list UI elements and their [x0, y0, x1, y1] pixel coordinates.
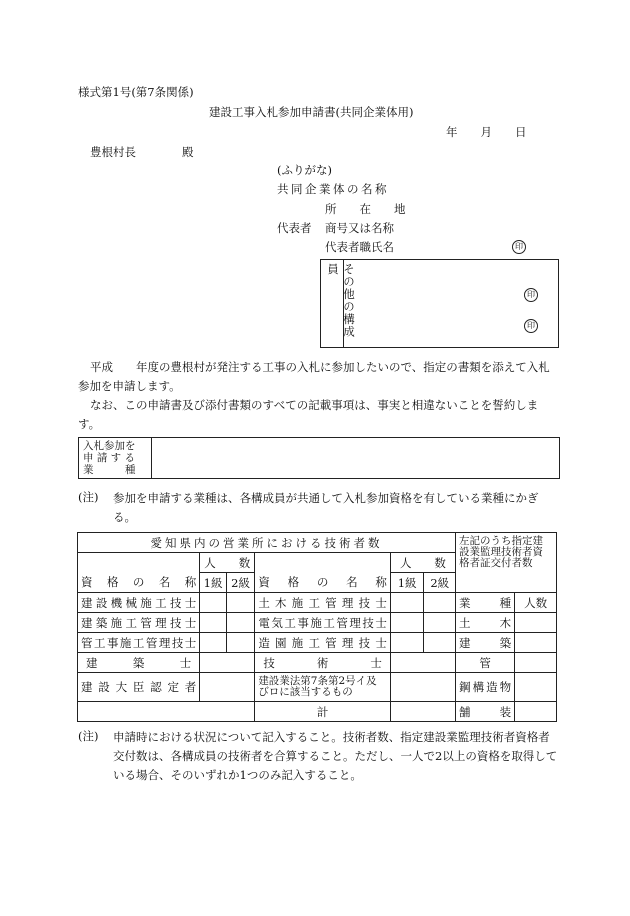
qual-name: 土木施工管理技士 [255, 593, 391, 613]
count-header: 人 数 [390, 553, 455, 573]
seal-mark: 印 [512, 240, 526, 254]
side-count-cell[interactable] [515, 633, 557, 653]
furigana-label: (ふりがな) [277, 163, 332, 177]
industry-name: 鋼構造物 [456, 673, 515, 702]
side-count-cell[interactable] [515, 653, 557, 673]
qual-name: 建設大臣認定者 [78, 673, 200, 702]
count-cell[interactable] [424, 593, 456, 613]
industry-label-line3: 業 種 [83, 464, 136, 476]
side-col-header: 人数 [515, 593, 557, 613]
seal-mark: 印 [524, 288, 538, 302]
industry-input[interactable] [152, 438, 559, 478]
count-cell[interactable] [424, 613, 456, 633]
jv-name-label: 共同企業体の名称 [277, 182, 389, 196]
qual-header-spacer [78, 553, 200, 573]
qual-name: 電気工事施工管理技士 [255, 613, 391, 633]
count-cell[interactable] [200, 633, 226, 653]
count-header: 人 数 [200, 553, 255, 573]
count-cell[interactable] [226, 633, 255, 653]
count-cell[interactable] [200, 653, 255, 673]
location-label: 所 在 地 [325, 202, 406, 216]
industry-label-line2: 申 請 す る [83, 452, 136, 464]
document-title: 建設工事入札参加申請書(共同企業体用) [209, 105, 414, 119]
count-cell[interactable] [424, 633, 456, 653]
qual-name: 技術士 [255, 653, 391, 673]
qual-header-spacer [255, 553, 391, 573]
count-cell[interactable] [200, 613, 226, 633]
count-cell[interactable] [226, 613, 255, 633]
industry-name: 建 築 [456, 633, 515, 653]
qual-name: 造園施工管理技士 [255, 633, 391, 653]
pledge-paragraph: なお、この申請書及び添付書類のすべての記載事項は、事実と相違ないことを誓約します。 [78, 398, 539, 431]
date-line: 年 月 日 [446, 125, 527, 139]
representative-label: 代表者 [277, 221, 312, 235]
rep-company-label: 商号又は名称 [325, 221, 394, 235]
qual-header: 資格の名称 [78, 573, 200, 593]
count-cell[interactable] [200, 673, 255, 702]
count-cell[interactable] [390, 613, 424, 633]
grade1-header: 1級 [200, 573, 226, 593]
total-cell[interactable] [390, 702, 455, 722]
technician-table [77, 532, 557, 722]
qual-name: 建設機械施工技士 [78, 593, 200, 613]
industry-name: 土 木 [456, 613, 515, 633]
total-label: 計 [255, 702, 391, 722]
grade2-header: 2級 [424, 573, 456, 593]
application-paragraph: 平成 年度の豊根村が発注する工事の入札に参加したいので、指定の書類を添えて入札参加を申請します。 [78, 360, 550, 393]
grade2-header: 2級 [226, 573, 255, 593]
note2-mark: (注) [78, 729, 99, 743]
count-cell[interactable] [390, 633, 424, 653]
other-members-box [320, 259, 559, 348]
side-count-cell[interactable] [515, 673, 557, 702]
count-cell[interactable] [390, 593, 424, 613]
side-col-header: 業 種 [456, 593, 515, 613]
qual-name: 建築士 [78, 653, 200, 673]
count-cell[interactable] [390, 673, 455, 702]
industry-box [78, 437, 560, 479]
note1-mark: (注) [78, 490, 99, 504]
count-cell[interactable] [200, 593, 226, 613]
industry-name: 管 [456, 653, 515, 673]
side-count-cell[interactable] [515, 613, 557, 633]
main-header: 愛知県内の営業所における技術者数 [78, 533, 456, 553]
form-number: 様式第1号(第7条関係) [78, 85, 194, 99]
side-count-cell[interactable] [515, 702, 557, 722]
other-members-label: その他の構成員 [326, 263, 356, 338]
grade1-header: 1級 [390, 573, 424, 593]
note1-text: 参加を申請する業種は、各構成員が共通して入札参加資格を有している業種にかぎる。 [113, 491, 539, 524]
industry-label-line1: 入札参加を [83, 440, 136, 452]
seal-mark: 印 [524, 319, 538, 333]
qual-name: 管工事施工管理技士 [78, 633, 200, 653]
total-spacer [78, 702, 255, 722]
count-cell[interactable] [390, 653, 455, 673]
count-cell[interactable] [226, 593, 255, 613]
qual-name: 建築施工管理技士 [78, 613, 200, 633]
addressee: 豊根村長 殿 [90, 145, 194, 159]
rep-name-label: 代表者職氏名 [325, 240, 394, 254]
note2-text: 申請時における状況について記入すること。技術者数、指定建設業監理技術者資格者交付数は、各構成員の技術者を合算すること。ただし、一人で2以上の資格を取得している場合、そのいずれか1つのみ記入すること。 [113, 730, 558, 782]
qual-name: 建設業法第7条第2号イ及びロに該当するもの [255, 673, 391, 702]
side-header: 左記のうち指定建設業監理技術者資格者証交付者数 [456, 533, 557, 593]
qual-header: 資格の名称 [255, 573, 391, 593]
industry-name: 舗 装 [456, 702, 515, 722]
